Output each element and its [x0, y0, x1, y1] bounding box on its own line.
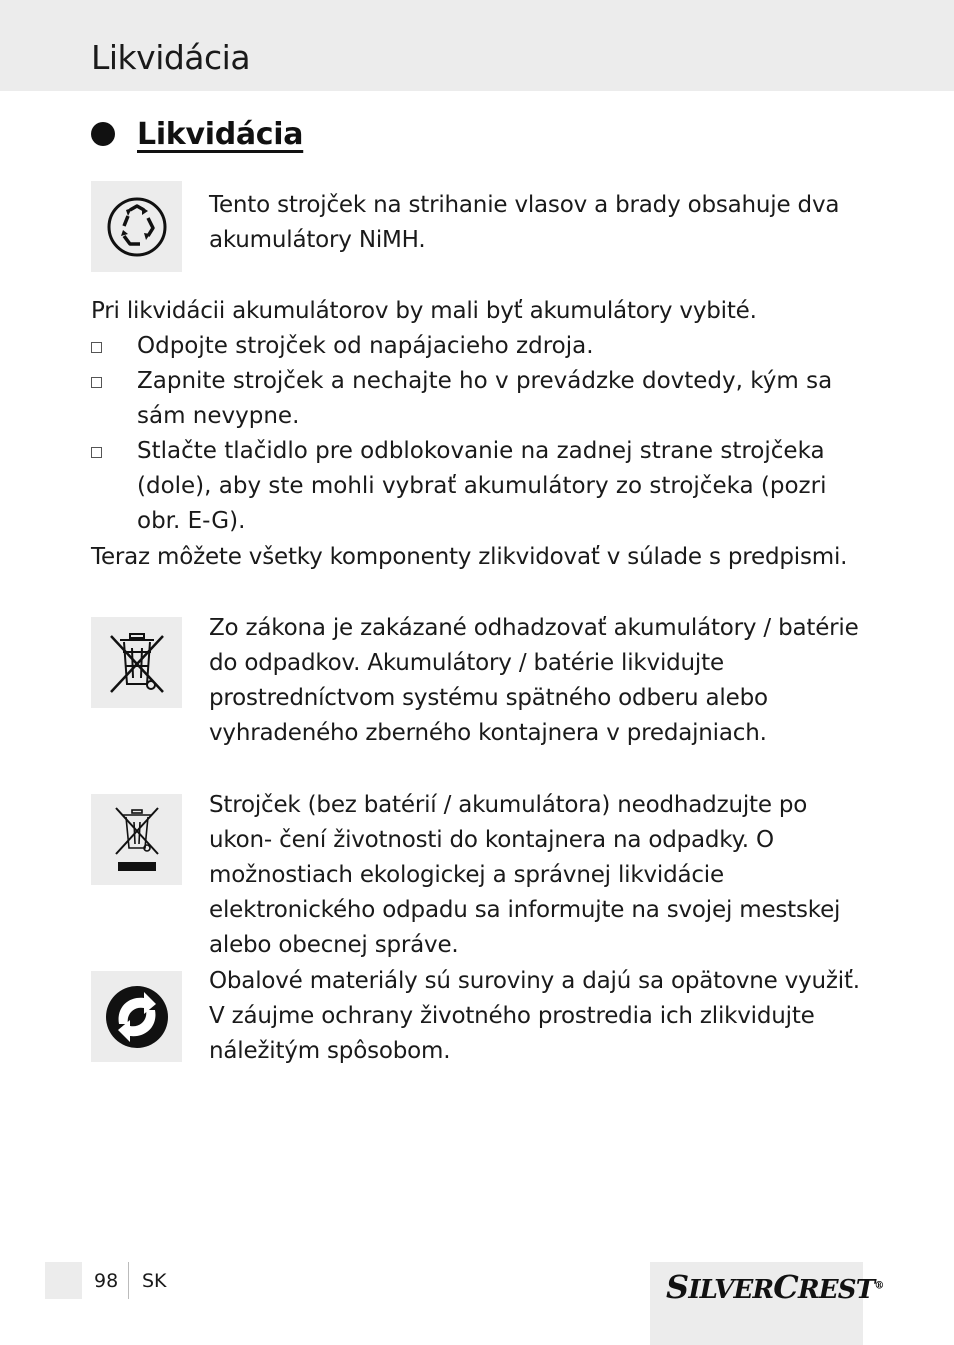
list-item — [91, 434, 871, 534]
weee-icon-box — [91, 794, 182, 885]
brand-logo: SILVERCREST® — [666, 1268, 884, 1306]
section-heading-text: Likvidácia — [137, 116, 304, 152]
recycle-text: Tento strojček na strihanie vlasov a brady obsahuje dva akumulátory NiMH. — [209, 192, 840, 253]
language-code: SK — [142, 1270, 167, 1292]
list-item — [91, 329, 871, 364]
section-heading — [91, 114, 303, 154]
green-dot-text: Obalové materiály sú suroviny a dajú sa opätovne využiť. V záujme ochrany životného prostredia ich zlikvidujte náležitým spôsobom. — [209, 968, 860, 1064]
components-note: Teraz môžete všetky komponenty zlikvidovať v súlade s predpismi. — [91, 544, 848, 570]
recycle-icon — [106, 196, 168, 258]
recycle-icon-box — [91, 181, 182, 272]
weee-text: Strojček (bez batérií / akumulátora) neodhadzujte po ukon- čení životnosti do kontajnera na odpadky. O možnostiach ekologickej a správnej likvidácie elektronického odpadu sa informujte na svojej mestskej alebo obecnej správe. — [209, 792, 841, 958]
checkbox-icon — [91, 447, 102, 458]
list-item-text: Stlačte tlačidlo pre odblokovanie na zadnej strane strojčeka (dole), aby ste mohli vybrať akumulátory zo strojčeka (pozri obr. E-G). — [137, 438, 827, 534]
page-number: 98 — [94, 1270, 119, 1292]
battery-bin-icon-box — [91, 617, 182, 708]
green-dot-icon-box — [91, 971, 182, 1062]
checkbox-icon — [91, 377, 102, 388]
battery-note: Pri likvidácii akumulátorov by mali byť akumulátory vybité. — [91, 298, 757, 324]
page-title: Likvidácia — [91, 38, 251, 77]
footer-box — [45, 1262, 82, 1299]
battery-bin-text: Zo zákona je zakázané odhadzovať akumulátory / batérie do odpadkov. Akumulátory / batérie likvidujte prostredníctvom systému spätného odberu alebo vyhradeného zberného kontajnera v predajniach. — [209, 615, 859, 746]
checkbox-icon — [91, 342, 102, 353]
list-item-text: Zapnite strojček a nechajte ho v prevádzke dovtedy, kým sa sám nevypne. — [137, 368, 833, 429]
footer-separator — [128, 1262, 129, 1299]
crossed-bin-battery-icon — [107, 630, 167, 696]
green-dot-icon — [104, 984, 170, 1050]
list-item-text: Odpojte strojček od napájacieho zdroja. — [137, 333, 594, 359]
bullet-dot-icon — [91, 122, 115, 146]
list-item — [91, 364, 871, 434]
crossed-bin-weee-icon — [112, 804, 162, 876]
